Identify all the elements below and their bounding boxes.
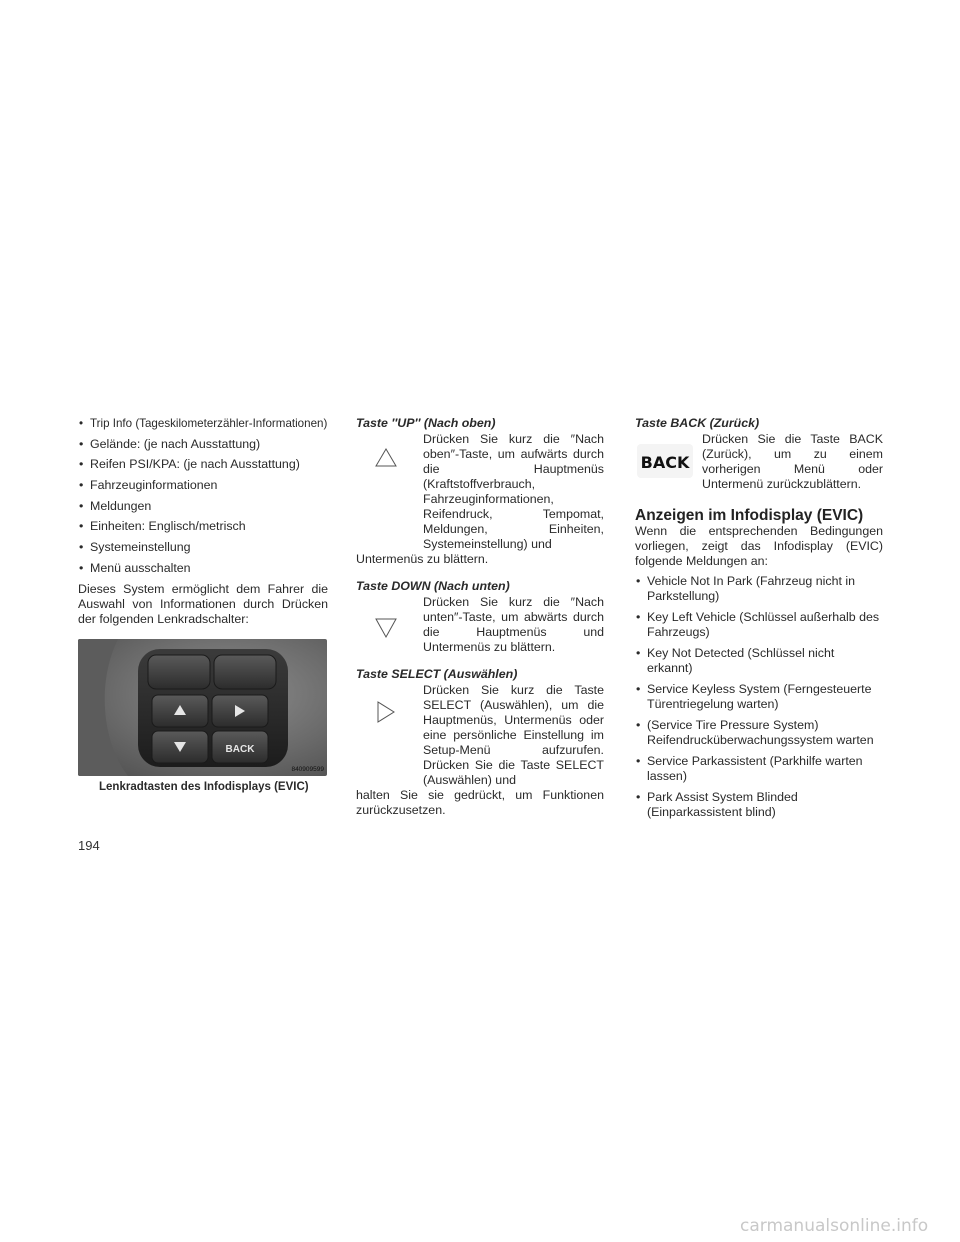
list-item: • Fahrzeuginformationen <box>78 478 328 493</box>
list-item: • Menü ausschalten <box>78 561 328 576</box>
messages-bullet-list <box>635 574 883 820</box>
up-triangle-icon <box>356 432 423 552</box>
list-item: • Einheiten: Englisch/metrisch <box>78 519 328 534</box>
figure-code: 840909599 <box>291 765 324 773</box>
list-item: • Vehicle Not In Park (Fahrzeug nicht in Parkstellung) <box>635 574 883 604</box>
down-text: Drücken Sie kurz die ″Nach unten″-Taste, um abwärts durch die Hauptmenüs und Untermenüs zu blättern. <box>423 595 604 654</box>
down-button-section <box>356 579 604 655</box>
footer-watermark: carmanualsonline.info <box>740 1216 929 1236</box>
right-column <box>635 416 883 826</box>
back-icon-text: BACK <box>640 453 690 472</box>
list-item: • Key Left Vehicle (Schlüssel außerhalb des Fahrzeugs) <box>635 610 883 640</box>
down-title: Taste DOWN (Nach unten) <box>356 579 510 593</box>
list-item: • Service Keyless System (Ferngesteuerte Türentriegelung warten) <box>635 682 883 712</box>
list-item: • Trip Info (Tageskilometerzähler-Informationen) <box>78 416 328 431</box>
middle-column <box>356 416 604 818</box>
back-label-icon <box>635 432 702 492</box>
up-text-continued: Untermenüs zu blättern. <box>356 552 489 566</box>
section-heading: Anzeigen im Infodisplay (EVIC) <box>635 507 864 524</box>
list-item: • Systemeinstellung <box>78 540 328 555</box>
up-button-section <box>356 416 604 567</box>
select-text-continued: halten Sie sie gedrückt, um Funktionen zurückzusetzen. <box>356 788 604 817</box>
select-triangle-icon <box>356 683 423 788</box>
list-item: • Meldungen <box>78 499 328 514</box>
figure-caption: Lenkradtasten des Infodisplays (EVIC) <box>99 780 309 793</box>
figure-back-label: BACK <box>225 743 255 755</box>
back-title: Taste BACK (Zurück) <box>635 416 760 430</box>
back-text: Drücken Sie die Taste BACK (Zurück), um zu einem vorherigen Menü oder Untermenü zurückzublättern. <box>702 432 883 491</box>
list-item: • Key Not Detected (Schlüssel nicht erkannt) <box>635 646 883 676</box>
back-button-section <box>635 416 883 492</box>
menu-bullet-list <box>78 416 328 576</box>
select-button-section <box>356 667 604 818</box>
list-item: • Reifen PSI/KPA: (je nach Ausstattung) <box>78 457 328 472</box>
page-number: 194 <box>78 838 100 853</box>
up-title: Taste ″UP″ (Nach oben) <box>356 416 496 430</box>
steering-buttons-illustration <box>78 639 327 776</box>
list-item: • Gelände: (je nach Ausstattung) <box>78 437 328 452</box>
left-column <box>78 416 328 795</box>
down-triangle-icon <box>356 595 423 655</box>
up-text: Drücken Sie kurz die ″Nach oben″-Taste, um aufwärts durch die Hauptmenüs (Kraftstoffverbrauch, Fahrzeuginformationen, Reifendruck, Tempomat, Meldungen, Einheiten, Systemeinstellung) und <box>423 432 604 551</box>
select-title: Taste SELECT (Auswählen) <box>356 667 518 681</box>
list-item: • (Service Tire Pressure System) Reifendrucküberwachungssystem warten <box>635 718 883 748</box>
steering-buttons-figure <box>78 639 327 776</box>
intro-paragraph: Dieses System ermöglicht dem Fahrer die Auswahl von Informationen durch Drücken der folgenden Lenkradschalter: <box>78 581 328 626</box>
select-text: Drücken Sie kurz die Taste SELECT (Auswählen), um die Hauptmenüs, Untermenüs oder eine persönliche Einstellung im Setup-Menü aufzurufen. Drücken Sie die Taste SELECT (Auswählen) und <box>423 683 604 787</box>
messages-intro: Wenn die entsprechenden Bedingungen vorliegen, zeigt das Infodisplay (EVIC) folgende Meldungen an: <box>635 524 883 568</box>
list-item: • Service Parkassistent (Parkhilfe warten lassen) <box>635 754 883 784</box>
list-item: • Park Assist System Blinded (Einparkassistent blind) <box>635 790 883 820</box>
